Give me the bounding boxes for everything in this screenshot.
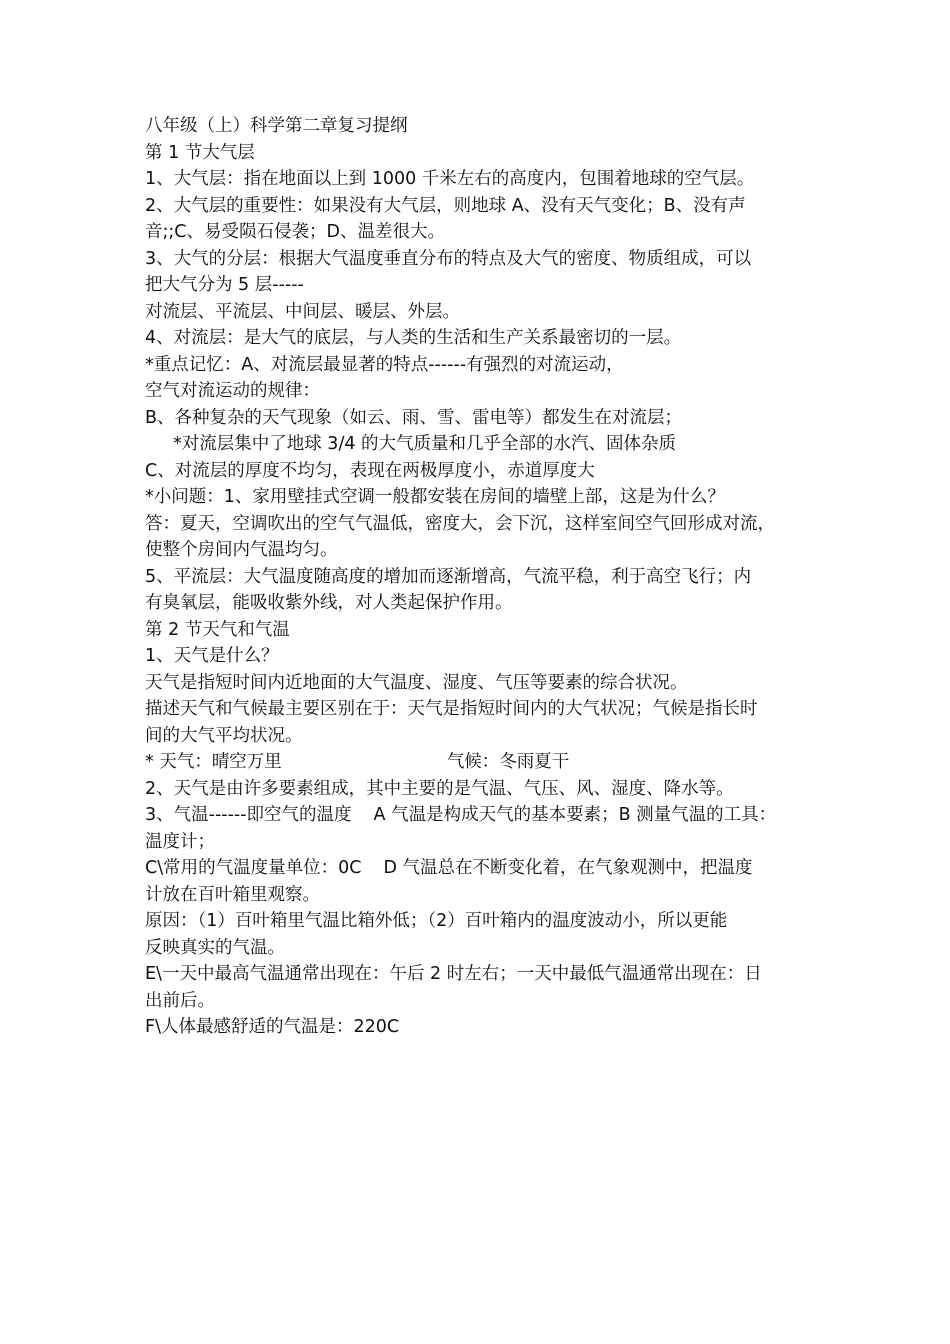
- text-line: F\人体最感舒适的气温是：220C: [145, 1017, 400, 1037]
- text-line: 天气是指短时间内近地面的大气温度、湿度、气压等要素的综合状况。: [145, 672, 688, 693]
- text-line: 音;;C、易受陨石侵袭；D、温差很大。: [145, 222, 445, 242]
- text-line: 出前后。: [145, 990, 215, 1011]
- unit-definition: C\常用的气温度量单位：0C: [145, 858, 362, 878]
- text-line: 使整个房间内气温均匀。: [145, 540, 338, 560]
- text-line: *小问题：1、家用壁挂式空调一般都安装在房间的墙壁上部，这是为什么？: [145, 487, 725, 507]
- text-line: 空气对流运动的规律：: [145, 381, 320, 401]
- text-line: 对流层、平流层、中间层、暖层、外层。: [145, 301, 460, 322]
- section-heading: 第 1 节大气层: [145, 142, 255, 163]
- text-line: 答：夏天，空调吹出的空气气温低，密度大，会下沉，这样室间空气回形成对流，: [145, 513, 775, 534]
- text-line: 温度计；: [145, 831, 215, 852]
- weather-example: * 天气：晴空万里: [145, 752, 282, 772]
- unit-notes: D 气温总在不断变化着，在气象观测中，把温度: [383, 858, 753, 878]
- unit-line: [145, 855, 815, 882]
- section-heading: 第 2 节天气和气温: [145, 619, 290, 640]
- text-line: 5、平流层：大气温度随高度的增加而逐渐增高，气流平稳，利于高空飞行；内: [145, 566, 752, 587]
- text-line-indented: *对流层集中了地球 3/4 的大气质量和几乎全部的水汽、固体杂质: [173, 434, 677, 454]
- text-line: 有臭氧层，能吸收紫外线，对人类起保护作用。: [145, 593, 513, 613]
- text-line: C、对流层的厚度不均匀，表现在两极厚度小，赤道厚度大: [145, 460, 595, 481]
- text-line: 2、天气是由许多要素组成，其中主要的是气温、气压、风、湿度、降水等。: [145, 778, 734, 799]
- text-line: 4、对流层：是大气的底层，与人类的生活和生产关系最密切的一层。: [145, 328, 682, 348]
- temperature-line: [145, 802, 815, 829]
- text-line: 3、大气的分层：根据大气温度垂直分布的特点及大气的密度、物质组成，可以: [145, 248, 752, 269]
- text-line: *重点记忆：A、对流层最显著的特点------有强烈的对流运动，: [145, 354, 624, 375]
- text-line: 1、天气是什么？: [145, 646, 279, 666]
- document-title: 八年级（上）科学第二章复习提纲: [145, 116, 408, 136]
- text-line: 1、大气层：指在地面以上到 1000 千米左右的高度内，包围着地球的空气层。: [145, 169, 755, 189]
- example-line: [145, 749, 815, 776]
- document-body: [145, 113, 815, 1041]
- text-line: B、各种复杂的天气现象（如云、雨、雪、雷电等）都发生在对流层；: [145, 407, 683, 428]
- text-line: 描述天气和气候最主要区别在于：天气是指短时间内的大气状况；气候是指长时: [145, 699, 758, 719]
- climate-example: 气候：冬雨夏干: [446, 752, 570, 772]
- text-line: 2、大气层的重要性：如果没有大气层，则地球 A、没有天气变化；B、没有声: [145, 195, 746, 216]
- temperature-definition: 3、气温------即空气的温度: [145, 805, 352, 825]
- text-line: 反映真实的气温。: [145, 937, 285, 958]
- text-line: 原因：（1）百叶箱里气温比箱外低；（2）百叶箱内的温度波动小，所以更能: [145, 911, 728, 931]
- text-line: E\一天中最高气温通常出现在：午后 2 时左右；一天中最低气温通常出现在：日: [145, 964, 762, 984]
- text-line: 把大气分为 5 层-----: [145, 275, 304, 295]
- text-line: 计放在百叶箱里观察。: [145, 884, 320, 905]
- text-line: 间的大气平均状况。: [145, 725, 303, 746]
- temperature-notes: A 气温是构成天气的基本要素；B 测量气温的工具：: [373, 805, 777, 825]
